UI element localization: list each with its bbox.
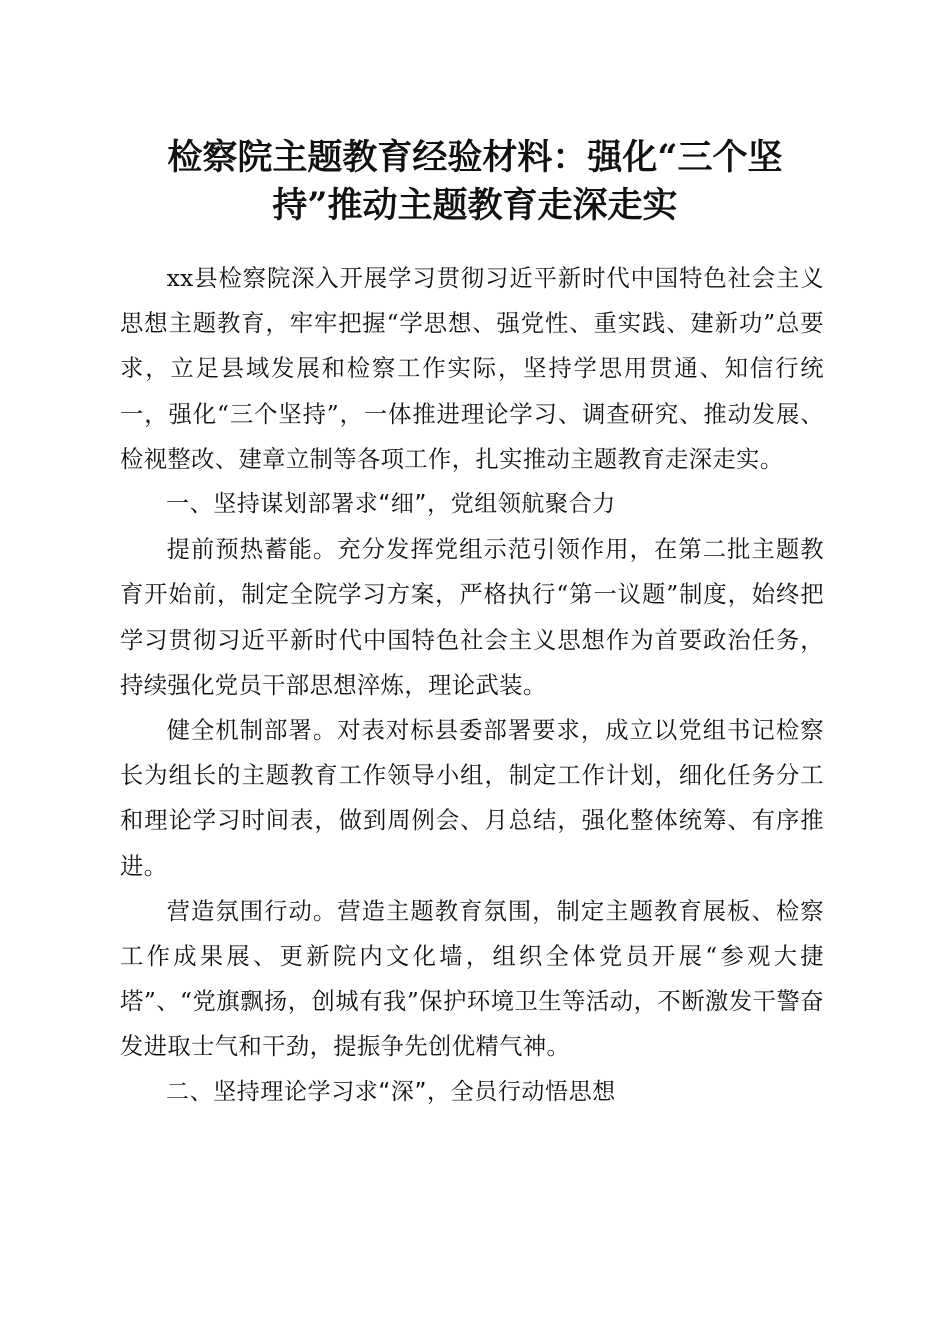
document-title bbox=[120, 134, 830, 230]
title-line-1: 检察院主题教育经验材料：强化“三个坚 bbox=[167, 137, 783, 178]
title-line-2: 持”推动主题教育走深走实 bbox=[272, 185, 678, 226]
section-1-paragraph-1: 提前预热蓄能。充分发挥党组示范引领作用，在第二批主题教育开始前，制定全院学习方案，严格执行“第一议题”制度，始终把学习贯彻习近平新时代中国特色社会主义思想作为首要政治任务，持续强化党员干部思想淬炼，理论武装。 bbox=[120, 536, 824, 699]
section-1-paragraph-2: 健全机制部署。对表对标县委部署要求，成立以党组书记检察长为组长的主题教育工作领导小组，制定工作计划，细化任务分工和理论学习时间表，做到周例会、月总结，强化整体统筹、有序推进。 bbox=[120, 717, 824, 880]
intro-paragraph: xx县检察院深入开展学习贯彻习近平新时代中国特色社会主义思想主题教育，牢牢把握“学思想、强党性、重实践、建新功”总要求，立足县域发展和检察工作实际，坚持学思用贯通、知信行统一，强化“三个坚持”，一体推进理论学习、调查研究、推动发展、检视整改、建章立制等各项工作，扎实推动主题教育走深走实。 bbox=[120, 265, 824, 473]
section-1-paragraph-3: 营造氛围行动。营造主题教育氛围，制定主题教育展板、检察工作成果展、更新院内文化墙，组织全体党员开展“参观大捷塔”、“党旗飘扬，创城有我”保护环境卫生等活动，不断激发干警奋发进取士气和干劲，提振争先创优精气神。 bbox=[120, 897, 824, 1061]
section-1-heading: 一、坚持谋划部署求“细”，党组领航聚合力 bbox=[166, 491, 616, 518]
section-2-heading: 二、坚持理论学习求“深”，全员行动悟思想 bbox=[166, 1078, 616, 1105]
document-body bbox=[120, 256, 824, 1115]
